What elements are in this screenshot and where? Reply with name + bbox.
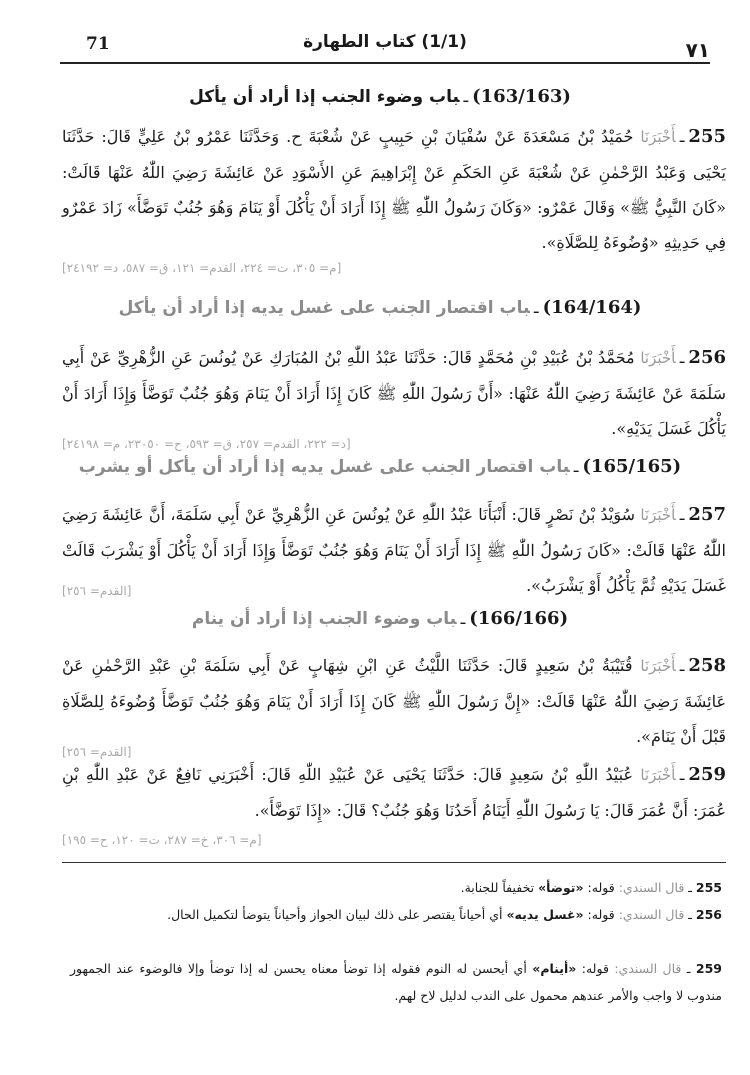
footnote-256: 256 ـ قال السندي: قوله: «غسل يديه» أي أحياناً يقتصر على ذلك لبيان الجواز وأحياناً يتوضأ لتكميل الحال. <box>167 907 722 922</box>
hadith-number: 256 <box>688 347 726 368</box>
footnote-number: 256 <box>695 907 722 922</box>
hadith-255: 255ـأَخْبَرَنَا حُمَيْدُ بْنُ مَسْعَدَةَ عَنْ سُفْيَانَ بْنِ حَبِيبٍ عَنْ شُعْبَةَ ح. وَحَدَّثَنَا عَمْرُو بْنُ عَلِيٍّ قَالَ: حَدَّثَنَا يَحْيَى وَعَبْدُ الرَّحْمٰنِ عَنْ شُعْبَةَ عَنِ الحَكَمِ عَنْ إِبْرَاهِيمَ عَنِ الأَسْوَدِ عَنْ عَائِشَةَ رَضِيَ اللّٰهُ عَنْهَا قَالَتْ: «كَانَ النَّبِيُّ ﷺ» وَقَالَ عَمْرٌو: «وَكَانَ رَسُولُ اللّٰهِ ﷺ إِذَا أَرَادَ أَنْ يَأْكُلَ أَوْ يَنَامَ وَهُوَ جُنُبٌ تَوَضَّأَ» زَادَ عَمْرٌو فِي حَدِيثِهِ «وُضُوءَهُ لِلصَّلَاةِ». <box>62 126 726 252</box>
akhbarana-word: أَخْبَرَنَا <box>640 349 676 367</box>
chapter-number: (164/164) <box>542 297 642 318</box>
footnote-source: قال السندي: <box>614 961 682 976</box>
hadith-text: حُمَيْدُ بْنُ مَسْعَدَةَ عَنْ سُفْيَانَ بْنِ حَبِيبٍ عَنْ شُعْبَةَ ح. وَحَدَّثَنَا عَمْرُو بْنُ عَلِيٍّ قَالَ: حَدَّثَنَا يَحْيَى وَعَبْدُ الرَّحْمٰنِ عَنْ شُعْبَةَ عَنِ الحَكَمِ عَنْ إِبْرَاهِيمَ عَنِ الأَسْوَدِ عَنْ عَائِشَةَ رَضِيَ اللّٰهُ عَنْهَا قَالَتْ: «كَانَ النَّبِيُّ ﷺ» وَقَالَ عَمْرٌو: «وَكَانَ رَسُولُ اللّٰهِ ﷺ إِذَا أَرَادَ أَنْ يَأْكُلَ أَوْ يَنَامَ وَهُوَ جُنُبٌ تَوَضَّأَ» زَادَ عَمْرٌو فِي حَدِيثِهِ «وُضُوءَهُ لِلصَّلَاةِ». <box>62 127 726 252</box>
footnote-divider <box>62 862 726 863</box>
hadith-259: 259ـأَخْبَرَنَا عُبَيْدُ اللّٰهِ بْنُ سَعِيدٍ قَالَ: حَدَّثَنَا يَحْيَى عَنْ عُبَيْدِ اللّٰهِ قَالَ: أَخْبَرَنِي نَافِعٌ عَنْ عَبْدِ اللّٰهِ بْنِ عُمَرَ: أَنَّ عُمَرَ قَالَ: يَا رَسُولَ اللّٰهِ أَيَنَامُ أَحَدُنَا وَهُوَ جُنُبٌ؟ قَالَ: «إِذَا تَوَضَّأَ». <box>62 764 726 820</box>
chapter-title: باب اقتصار الجنب على غسل يديه إذا أراد أن يأكل أو يشرب <box>78 457 570 477</box>
page-header <box>60 28 710 64</box>
akhbarana-word: أَخْبَرَنَا <box>640 128 676 146</box>
hadith-text: مُحَمَّدُ بْنُ عُبَيْدِ بْنِ مُحَمَّدٍ قَالَ: حَدَّثَنَا عَبْدُ اللّٰهِ بْنُ المُبَارَكِ عَنْ يُونُسَ عَنِ الزُّهْرِيِّ عَنْ أَبِي سَلَمَةَ عَنْ عَائِشَةَ رَضِيَ اللّٰهُ عَنْهَا: «أَنَّ رَسُولَ اللّٰهِ ﷺ كَانَ إِذَا أَرَادَ أَنْ يَنَامَ وَهُوَ جُنُبٌ تَوَضَّأَ وَإِذَا أَرَادَ أَنْ يَأْكُلَ غَسَلَ يَدَيْهِ». <box>62 348 726 438</box>
chapter-heading: (165/165)ـباب اقتصار الجنب على غسل يديه إذا أراد أن يأكل أو يشرب <box>78 456 682 477</box>
chapter-title: باب اقتصار الجنب على غسل يديه إذا أراد أن يأكل <box>118 298 530 318</box>
hadith-number: 255 <box>688 126 726 147</box>
hadith-number: 259 <box>688 764 726 785</box>
footnote-source: قال السندي: <box>618 880 685 895</box>
footnote-number: 255 <box>695 880 722 895</box>
hadith-257: 257ـأَخْبَرَنَا سُوَيْدُ بْنُ نَصْرٍ قَالَ: أَنْبَأَنَا عَبْدُ اللّٰهِ عَنْ يُونُسَ عَنِ الزُّهْرِيِّ عَنْ أَبِي سَلَمَةَ، أَنَّ عَائِشَةَ رَضِيَ اللّٰهُ عَنْهَا قَالَتْ: «كَانَ رَسُولُ اللّٰهِ ﷺ إِذَا أَرَادَ أَنْ يَنَامَ وَهُوَ جُنُبٌ تَوَضَّأَ وَإِذَا أَرَادَ أَنْ يَأْكُلَ أَوْ يَشْرَبَ قَالَتْ غَسَلَ يَدَيْهِ ثُمَّ يَأْكُلُ أَوْ يَشْرَبُ». <box>62 504 726 595</box>
footnote-259: 259 ـ قال السندي: قوله: «أينام» أي أيحسن له النوم فقوله إذا توضأ معناه يحسن له إذا توضأ وإلا فالوضوء عند الجمهور مندوب لا واجب والأمر عندهم محمول على الندب لدليل لاح لهم. <box>70 961 722 1003</box>
footnote-text: أي أحياناً يقتصر على ذلك لبيان الجواز وأحياناً يتوضأ لتكميل الحال. <box>167 907 503 922</box>
hadith-reference: [القدم= ٢٥٦] <box>62 745 132 759</box>
page-number-latin: 71 <box>86 34 110 54</box>
footnote-255: 255 ـ قال السندي: قوله: «توضأ» تخفيفاً للجنابة. <box>460 880 722 895</box>
hadith-reference: [م= ٣٠٥، ت= ٢٢٤، القدم= ١٢١، ق= ٥٨٧، د= ٢٤١٩٢] <box>62 261 342 275</box>
hadith-reference: [د= ٢٢٢، القدم= ٢٥٧، ق= ٥٩٣، ح= ٢٣٠٥٠، م= ٢٤١٩٨] <box>62 437 351 451</box>
hadith-256: 256ـأَخْبَرَنَا مُحَمَّدُ بْنُ عُبَيْدِ بْنِ مُحَمَّدٍ قَالَ: حَدَّثَنَا عَبْدُ اللّٰهِ بْنُ المُبَارَكِ عَنْ يُونُسَ عَنِ الزُّهْرِيِّ عَنْ أَبِي سَلَمَةَ عَنْ عَائِشَةَ رَضِيَ اللّٰهُ عَنْهَا: «أَنَّ رَسُولَ اللّٰهِ ﷺ كَانَ إِذَا أَرَادَ أَنْ يَنَامَ وَهُوَ جُنُبٌ تَوَضَّأَ وَإِذَا أَرَادَ أَنْ يَأْكُلَ غَسَلَ يَدَيْهِ». <box>62 347 726 438</box>
hadith-reference: [م= ٣٠٦، خ= ٢٨٧، ت= ١٢٠، ح= ١٩٥] <box>62 833 262 847</box>
footnote-lead: قوله: <box>587 880 615 895</box>
footnote-keyword: «توضأ» <box>538 880 584 895</box>
hadith-number: 258 <box>688 655 726 676</box>
hadith-number: 257 <box>688 504 726 525</box>
chapter-heading: (163/163)ـباب وضوء الجنب إذا أراد أن يأكل <box>189 86 571 107</box>
chapter-number: (165/165) <box>582 456 682 477</box>
footnote-text: تخفيفاً للجنابة. <box>460 880 535 895</box>
akhbarana-word: أَخْبَرَنَا <box>640 766 676 784</box>
footnote-keyword: «أينام» <box>532 961 577 976</box>
chapter-number: (163/163) <box>472 86 571 107</box>
page-number-arabic: ٧١ <box>685 38 710 62</box>
book-section-title: (1/1) كتاب الطهارة <box>303 32 467 52</box>
footnote-number: 259 <box>695 961 722 976</box>
chapter-number: (166/166) <box>469 608 569 629</box>
chapter-heading: (166/166)ـباب وضوء الجنب إذا أراد أن ينام <box>191 608 569 629</box>
hadith-reference: [القدم= ٢٥٦] <box>62 584 132 598</box>
hadith-258: 258ـأَخْبَرَنَا قُتَيْبَةُ بْنُ سَعِيدٍ قَالَ: حَدَّثَنَا اللَّيْثُ عَنِ ابْنِ شِهَابٍ عَنْ أَبِي سَلَمَةَ بْنِ عَبْدِ الرَّحْمٰنِ عَنْ عَائِشَةَ رَضِيَ اللّٰهُ عَنْهَا قَالَتْ: «إِنَّ رَسُولَ اللّٰهِ ﷺ كَانَ إِذَا أَرَادَ أَنْ يَنَامَ وَهُوَ جُنُبٌ تَوَضَّأَ وُضُوءَهُ لِلصَّلَاةِ قَبْلَ أَنْ يَنَامَ». <box>62 655 726 746</box>
akhbarana-word: أَخْبَرَنَا <box>640 657 676 675</box>
footnote-text: أي أيحسن له النوم فقوله إذا توضأ معناه يحسن له إذا توضأ وإلا فالوضوء عند الجمهور مندوب لا واجب والأمر عندهم محمول على الندب لدليل لاح لهم. <box>70 961 722 1003</box>
hadith-text: سُوَيْدُ بْنُ نَصْرٍ قَالَ: أَنْبَأَنَا عَبْدُ اللّٰهِ عَنْ يُونُسَ عَنِ الزُّهْرِيِّ عَنْ أَبِي سَلَمَةَ، أَنَّ عَائِشَةَ رَضِيَ اللّٰهُ عَنْهَا قَالَتْ: «كَانَ رَسُولُ اللّٰهِ ﷺ إِذَا أَرَادَ أَنْ يَنَامَ وَهُوَ جُنُبٌ تَوَضَّأَ وَإِذَا أَرَادَ أَنْ يَأْكُلَ أَوْ يَشْرَبَ قَالَتْ غَسَلَ يَدَيْهِ ثُمَّ يَأْكُلُ أَوْ يَشْرَبُ». <box>62 505 726 595</box>
footnote-lead: قوله: <box>581 961 609 976</box>
hadith-text: عُبَيْدُ اللّٰهِ بْنُ سَعِيدٍ قَالَ: حَدَّثَنَا يَحْيَى عَنْ عُبَيْدِ اللّٰهِ قَالَ: أَخْبَرَنِي نَافِعٌ عَنْ عَبْدِ اللّٰهِ بْنِ عُمَرَ: أَنَّ عُمَرَ قَالَ: يَا رَسُولَ اللّٰهِ أَيَنَامُ أَحَدُنَا وَهُوَ جُنُبٌ؟ قَالَ: «إِذَا تَوَضَّأَ». <box>62 765 726 820</box>
hadith-text: قُتَيْبَةُ بْنُ سَعِيدٍ قَالَ: حَدَّثَنَا اللَّيْثُ عَنِ ابْنِ شِهَابٍ عَنْ أَبِي سَلَمَةَ بْنِ عَبْدِ الرَّحْمٰنِ عَنْ عَائِشَةَ رَضِيَ اللّٰهُ عَنْهَا قَالَتْ: «إِنَّ رَسُولَ اللّٰهِ ﷺ كَانَ إِذَا أَرَادَ أَنْ يَنَامَ وَهُوَ جُنُبٌ تَوَضَّأَ وُضُوءَهُ لِلصَّلَاةِ قَبْلَ أَنْ يَنَامَ». <box>62 656 726 746</box>
footnote-lead: قوله: <box>587 907 615 922</box>
chapter-title: باب وضوء الجنب إذا أراد أن يأكل <box>189 87 460 107</box>
footnote-keyword: «غسل يديه» <box>506 907 584 922</box>
footnote-source: قال السندي: <box>618 907 685 922</box>
akhbarana-word: أَخْبَرَنَا <box>640 506 676 524</box>
chapter-heading: (164/164)ـباب اقتصار الجنب على غسل يديه إذا أراد أن يأكل <box>118 297 642 318</box>
chapter-title: باب وضوء الجنب إذا أراد أن ينام <box>191 609 457 629</box>
